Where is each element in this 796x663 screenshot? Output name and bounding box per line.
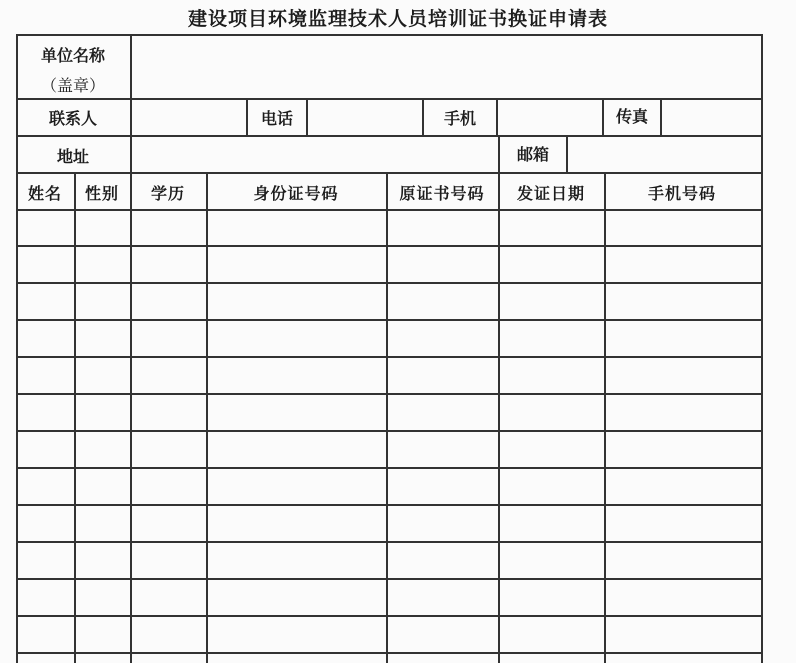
- table-cell[interactable]: [500, 618, 603, 652]
- table-cell[interactable]: [388, 211, 497, 245]
- grid-line: [16, 615, 762, 617]
- table-cell[interactable]: [208, 211, 385, 245]
- email-field[interactable]: [568, 137, 760, 173]
- table-cell[interactable]: [18, 248, 73, 282]
- contact-label: 联系人: [48, 109, 97, 128]
- mobile-label: 手机: [443, 109, 476, 128]
- col-name-header: 姓名: [27, 184, 62, 203]
- grid-line: [16, 467, 762, 469]
- table-cell[interactable]: [388, 359, 497, 393]
- table-cell[interactable]: [388, 433, 497, 467]
- table-cell[interactable]: [500, 285, 603, 319]
- table-border-right: [761, 34, 763, 663]
- table-cell[interactable]: [18, 544, 73, 578]
- table-cell[interactable]: [76, 248, 129, 282]
- table-cell[interactable]: [132, 285, 205, 319]
- table-cell[interactable]: [132, 470, 205, 504]
- table-cell[interactable]: [388, 396, 497, 430]
- col-old-cert-header: 原证书号码: [399, 184, 485, 203]
- grid-line: [16, 282, 762, 284]
- table-cell[interactable]: [606, 248, 761, 282]
- table-cell[interactable]: [500, 359, 603, 393]
- table-cell[interactable]: [500, 507, 603, 541]
- grid-line: [422, 98, 424, 135]
- table-cell[interactable]: [76, 359, 129, 393]
- grid-line: [660, 98, 662, 135]
- form-title: 建设项目环境监理技术人员培训证书换证申请表: [187, 8, 608, 30]
- table-cell[interactable]: [76, 322, 129, 356]
- address-field[interactable]: [132, 137, 498, 173]
- table-cell[interactable]: [18, 470, 73, 504]
- phone-label: 电话: [260, 109, 293, 128]
- table-cell[interactable]: [208, 322, 385, 356]
- grid-line: [498, 135, 500, 172]
- unit-name-field[interactable]: [132, 36, 760, 98]
- table-cell[interactable]: [132, 248, 205, 282]
- table-cell[interactable]: [18, 211, 73, 245]
- table-cell[interactable]: [500, 470, 603, 504]
- grid-line: [602, 98, 604, 135]
- table-cell[interactable]: [208, 285, 385, 319]
- table-cell[interactable]: [18, 433, 73, 467]
- table-cell[interactable]: [208, 359, 385, 393]
- table-cell[interactable]: [76, 396, 129, 430]
- grid-line: [16, 393, 762, 395]
- table-cell[interactable]: [76, 433, 129, 467]
- table-cell[interactable]: [132, 322, 205, 356]
- grid-line: [16, 541, 762, 543]
- table-cell[interactable]: [388, 581, 497, 615]
- table-cell[interactable]: [388, 248, 497, 282]
- table-cell[interactable]: [388, 618, 497, 652]
- table-cell[interactable]: [76, 618, 129, 652]
- grid-line: [246, 98, 248, 135]
- table-cell[interactable]: [132, 433, 205, 467]
- application-form-table: [16, 34, 762, 663]
- table-cell[interactable]: [388, 322, 497, 356]
- table-cell[interactable]: [132, 581, 205, 615]
- col-gender-header: 性别: [84, 184, 119, 203]
- table-cell[interactable]: [606, 359, 761, 393]
- table-cell[interactable]: [606, 211, 761, 245]
- unit-name-label: 单位名称: [40, 46, 105, 65]
- fax-label: 传真: [615, 107, 648, 126]
- grid-line: [566, 135, 568, 172]
- grid-line: [16, 98, 762, 100]
- table-cell[interactable]: [18, 396, 73, 430]
- table-cell[interactable]: [500, 396, 603, 430]
- seal-label: （盖章）: [40, 76, 105, 95]
- table-cell[interactable]: [606, 322, 761, 356]
- table-cell[interactable]: [18, 359, 73, 393]
- grid-line: [16, 652, 762, 654]
- grid-line: [16, 135, 762, 137]
- table-cell[interactable]: [208, 507, 385, 541]
- table-cell[interactable]: [606, 544, 761, 578]
- table-cell[interactable]: [606, 470, 761, 504]
- table-cell[interactable]: [500, 322, 603, 356]
- table-cell[interactable]: [500, 581, 603, 615]
- table-cell[interactable]: [18, 618, 73, 652]
- table-cell[interactable]: [76, 544, 129, 578]
- table-cell[interactable]: [18, 285, 73, 319]
- col-mobile-number-header: 手机号码: [647, 184, 716, 203]
- table-cell[interactable]: [18, 507, 73, 541]
- table-cell[interactable]: [500, 433, 603, 467]
- address-label: 地址: [56, 147, 89, 166]
- grid-line: [16, 430, 762, 432]
- table-cell[interactable]: [76, 470, 129, 504]
- table-cell[interactable]: [606, 396, 761, 430]
- table-cell[interactable]: [208, 581, 385, 615]
- table-cell[interactable]: [76, 285, 129, 319]
- table-cell[interactable]: [76, 211, 129, 245]
- table-cell[interactable]: [388, 544, 497, 578]
- table-cell[interactable]: [606, 618, 761, 652]
- email-label: 邮箱: [516, 145, 549, 164]
- table-cell[interactable]: [208, 470, 385, 504]
- col-education-header: 学历: [150, 184, 185, 203]
- table-cell[interactable]: [606, 507, 761, 541]
- grid-line: [16, 319, 762, 321]
- col-id-number-header: 身份证号码: [253, 184, 339, 203]
- table-cell[interactable]: [388, 285, 497, 319]
- fax-field[interactable]: [662, 100, 760, 136]
- col-issue-date-header: 发证日期: [516, 184, 585, 203]
- table-cell[interactable]: [132, 507, 205, 541]
- table-cell[interactable]: [132, 618, 205, 652]
- table-cell[interactable]: [500, 248, 603, 282]
- table-cell[interactable]: [208, 618, 385, 652]
- table-cell[interactable]: [76, 581, 129, 615]
- table-cell[interactable]: [388, 470, 497, 504]
- table-cell[interactable]: [208, 248, 385, 282]
- table-cell[interactable]: [18, 581, 73, 615]
- table-cell[interactable]: [606, 581, 761, 615]
- table-cell[interactable]: [208, 544, 385, 578]
- table-cell[interactable]: [500, 211, 603, 245]
- table-border-top: [16, 34, 762, 36]
- phone-field[interactable]: [308, 100, 422, 136]
- table-cell[interactable]: [208, 396, 385, 430]
- grid-line: [306, 98, 308, 135]
- table-cell[interactable]: [132, 544, 205, 578]
- grid-line: [16, 504, 762, 506]
- table-cell[interactable]: [132, 396, 205, 430]
- contact-field[interactable]: [132, 100, 246, 136]
- table-cell[interactable]: [18, 322, 73, 356]
- grid-line: [496, 98, 498, 135]
- grid-line: [130, 34, 132, 172]
- table-cell[interactable]: [500, 544, 603, 578]
- mobile-field[interactable]: [498, 100, 602, 136]
- table-cell[interactable]: [606, 285, 761, 319]
- table-cell[interactable]: [76, 507, 129, 541]
- grid-line: [16, 245, 762, 247]
- grid-line: [16, 578, 762, 580]
- table-cell[interactable]: [208, 433, 385, 467]
- table-cell[interactable]: [132, 211, 205, 245]
- grid-line: [16, 356, 762, 358]
- table-cell[interactable]: [606, 433, 761, 467]
- table-cell[interactable]: [388, 507, 497, 541]
- grid-line: [16, 172, 762, 174]
- table-cell[interactable]: [132, 359, 205, 393]
